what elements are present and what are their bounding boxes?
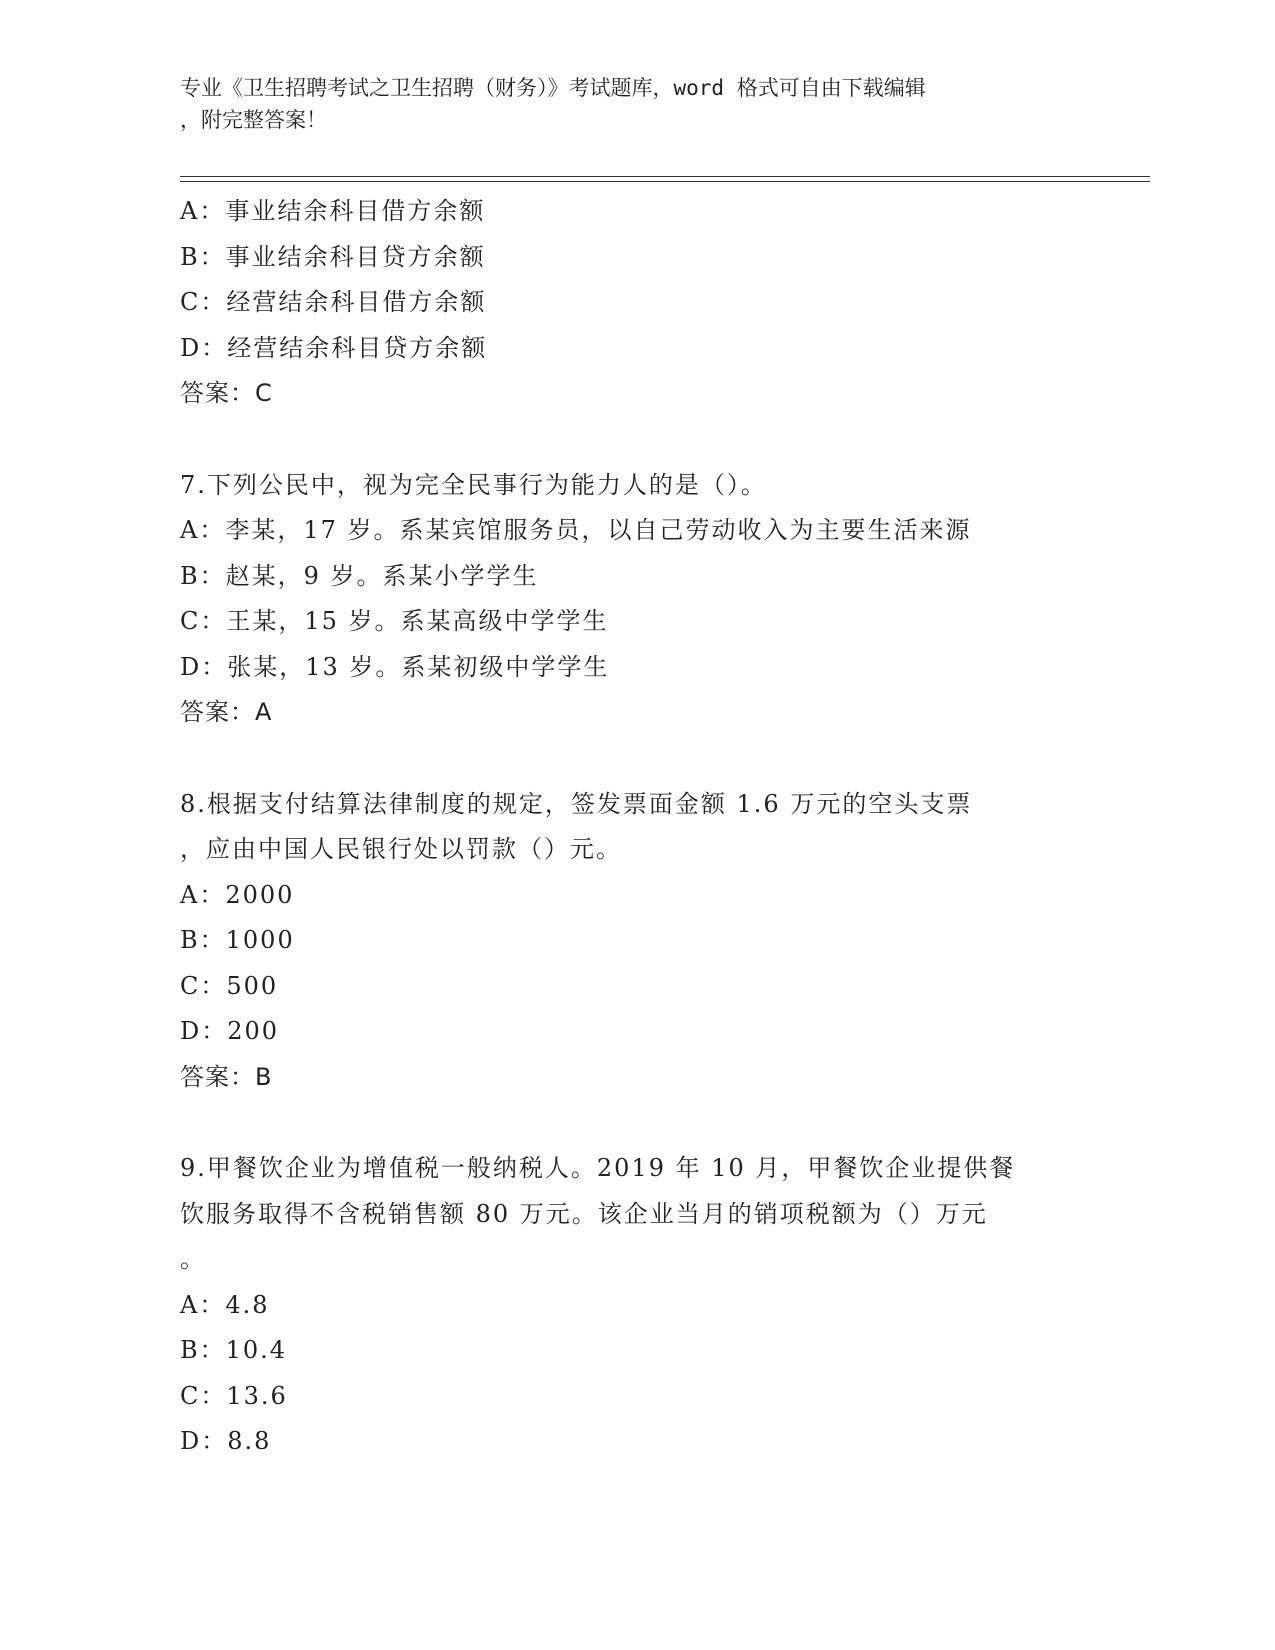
answer: 答案：C [180, 379, 273, 407]
header-line-1: 专业《卫生招聘考试之卫生招聘（财务）》考试题库，word 格式可自由下载编辑 [180, 76, 926, 100]
answer: 答案：A [180, 698, 273, 726]
question-9 [180, 1146, 1080, 1465]
option-d: D：200 [180, 1017, 280, 1045]
option-a: A：4.8 [180, 1290, 270, 1319]
question-stem: 7.下列公民中，视为完全民事行为能力人的是（）。 [180, 470, 767, 499]
question-stem-line-1: 8.根据支付结算法律制度的规定，签发票面金额 1.6 万元的空头支票 [180, 789, 973, 818]
option-c: C：13.6 [180, 1381, 288, 1410]
option-c: C：经营结余科目借方余额 [180, 288, 487, 316]
option-d: D：8.8 [180, 1427, 272, 1455]
document-header [180, 72, 1060, 136]
option-b: B：1000 [180, 926, 295, 954]
option-b: B：赵某，9 岁。系某小学学生 [180, 561, 539, 590]
option-a: A：2000 [180, 880, 295, 909]
question-7 [180, 463, 1080, 736]
question-6 [180, 189, 1080, 417]
header-line-2: ，附完整答案！ [180, 108, 327, 132]
option-b: B：10.4 [180, 1336, 288, 1364]
spacer [180, 1100, 1080, 1146]
option-c: C：500 [180, 971, 279, 1000]
question-stem-line-2: ，应由中国人民银行处以罚款（）元。 [180, 835, 622, 863]
question-list [180, 189, 1080, 1465]
header-rule-bottom [180, 181, 1150, 182]
question-8 [180, 782, 1080, 1101]
header-rule-top [180, 176, 1150, 177]
option-c: C：王某，15 岁。系某高级中学学生 [180, 607, 609, 635]
option-d: D：经营结余科目贷方余额 [180, 333, 488, 362]
option-b: B：事业结余科目贷方余额 [180, 242, 486, 271]
question-stem-line-2: 饮服务取得不含税销售额 80 万元。该企业当月的销项税额为（）万元 [180, 1199, 988, 1228]
option-d: D：张某，13 岁。系某初级中学学生 [180, 652, 610, 681]
question-stem-line-1: 9.甲餐饮企业为增值税一般纳税人。2019 年 10 月，甲餐饮企业提供餐 [180, 1154, 1016, 1182]
spacer [180, 417, 1080, 463]
option-a: A：李某，17 岁。系某宾馆服务员，以自己劳动收入为主要生活来源 [180, 516, 972, 544]
question-stem-line-3: 。 [180, 1245, 206, 1273]
option-a: A：事业结余科目借方余额 [180, 197, 486, 225]
answer: 答案：B [180, 1062, 273, 1091]
spacer [180, 736, 1080, 782]
